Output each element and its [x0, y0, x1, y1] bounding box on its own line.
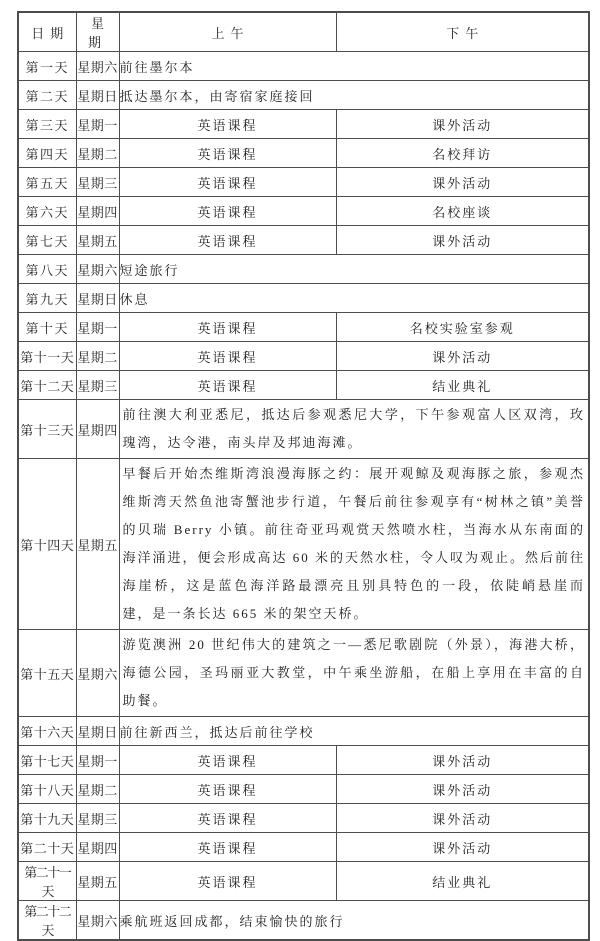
- cell-morning: 英语课程: [119, 168, 336, 197]
- cell-activity: 前往墨尔本: [119, 52, 589, 81]
- cell-weekday: 星期六: [76, 255, 119, 284]
- cell-weekday: 星期三: [76, 168, 119, 197]
- table-row: [18, 110, 589, 139]
- cell-weekday: 星期一: [76, 110, 119, 139]
- cell-afternoon: 课外活动: [336, 775, 589, 804]
- cell-weekday: 星期日: [76, 284, 119, 313]
- cell-afternoon: 课外活动: [336, 110, 589, 139]
- cell-weekday: 星期四: [76, 833, 119, 862]
- cell-morning: 英语课程: [119, 804, 336, 833]
- table-row: [18, 630, 589, 717]
- itinerary-table: [17, 11, 590, 941]
- table-row: [18, 746, 589, 775]
- table-row: [18, 313, 589, 342]
- cell-afternoon: 课外活动: [336, 342, 589, 371]
- cell-afternoon: 名校座谈: [336, 197, 589, 226]
- cell-weekday: 星期三: [76, 371, 119, 400]
- table-row: [18, 804, 589, 833]
- cell-date: 第二十二天: [18, 901, 76, 941]
- cell-weekday: 星期五: [76, 459, 119, 630]
- header-row: [18, 12, 589, 52]
- cell-date: 第五天: [18, 168, 76, 197]
- cell-date: 第四天: [18, 139, 76, 168]
- cell-activity: 乘航班返回成都，结束愉快的旅行: [119, 901, 589, 941]
- cell-weekday: 星期二: [76, 775, 119, 804]
- cell-date: 第十三天: [18, 400, 76, 459]
- table-row: [18, 833, 589, 862]
- table-row: [18, 284, 589, 313]
- table-row: [18, 775, 589, 804]
- table-row: [18, 371, 589, 400]
- header-morning: 上午: [119, 12, 336, 52]
- cell-weekday: 星期一: [76, 746, 119, 775]
- cell-activity: 休息: [119, 284, 589, 313]
- cell-morning: 英语课程: [119, 862, 336, 901]
- cell-weekday: 星期五: [76, 862, 119, 901]
- cell-weekday: 星期日: [76, 81, 119, 110]
- cell-weekday: 星期一: [76, 313, 119, 342]
- table-row: [18, 226, 589, 255]
- cell-afternoon: 课外活动: [336, 833, 589, 862]
- cell-date: 第十九天: [18, 804, 76, 833]
- table-row: [18, 139, 589, 168]
- cell-weekday: 星期日: [76, 717, 119, 746]
- cell-morning: 英语课程: [119, 226, 336, 255]
- header-date: 日期: [18, 12, 76, 52]
- cell-activity: 短途旅行: [119, 255, 589, 284]
- header-weekday: 星期: [76, 12, 119, 52]
- cell-morning: 英语课程: [119, 197, 336, 226]
- table-row: [18, 400, 589, 459]
- table-row: [18, 197, 589, 226]
- cell-afternoon: 结业典礼: [336, 371, 589, 400]
- cell-date: 第十五天: [18, 630, 76, 717]
- cell-weekday: 星期二: [76, 139, 119, 168]
- cell-date: 第六天: [18, 197, 76, 226]
- table-row: [18, 459, 589, 630]
- cell-date: 第十四天: [18, 459, 76, 630]
- cell-morning: 英语课程: [119, 833, 336, 862]
- cell-date: 第三天: [18, 110, 76, 139]
- cell-morning: 英语课程: [119, 342, 336, 371]
- cell-activity: 抵达墨尔本，由寄宿家庭接回: [119, 81, 589, 110]
- cell-activity: 游览澳洲 20 世纪伟大的建筑之一—悉尼歌剧院（外景），海港大桥，海德公园，圣玛丽亚大教堂，中午乘坐游船，在船上享用在丰富的自助餐。: [119, 630, 589, 717]
- cell-morning: 英语课程: [119, 775, 336, 804]
- cell-date: 第十八天: [18, 775, 76, 804]
- cell-weekday: 星期六: [76, 901, 119, 941]
- cell-date: 第十六天: [18, 717, 76, 746]
- cell-activity: 前往新西兰，抵达后前往学校: [119, 717, 589, 746]
- cell-afternoon: 结业典礼: [336, 862, 589, 901]
- cell-afternoon: 课外活动: [336, 804, 589, 833]
- cell-activity: 早餐后开始杰维斯湾浪漫海豚之约：展开观鲸及观海豚之旅，参观杰维斯湾天然鱼池寄蟹池步行道，午餐后前往参观享有“树林之镇”美誉的贝瑞 Berry 小镇。前往奇亚玛观赏天然喷水柱，当海水从东南面的海洋涌进，便会形成高达 60 米的天然水柱，令人叹为观止。然后前往海崖桥，这是蓝色海洋路最漂亮且别具特色的一段，依陡峭悬崖而建，是一条长达 665 米的架空天桥。: [119, 459, 589, 630]
- cell-date: 第十一天: [18, 342, 76, 371]
- cell-weekday: 星期六: [76, 630, 119, 717]
- cell-date: 第二十一天: [18, 862, 76, 901]
- cell-morning: 英语课程: [119, 110, 336, 139]
- cell-weekday: 星期三: [76, 804, 119, 833]
- cell-afternoon: 名校实验室参观: [336, 313, 589, 342]
- cell-date: 第八天: [18, 255, 76, 284]
- table-header: [18, 12, 589, 52]
- table-row: [18, 255, 589, 284]
- table-row: [18, 81, 589, 110]
- cell-weekday: 星期五: [76, 226, 119, 255]
- cell-afternoon: 课外活动: [336, 746, 589, 775]
- table-row: [18, 52, 589, 81]
- cell-date: 第二天: [18, 81, 76, 110]
- cell-afternoon: 名校拜访: [336, 139, 589, 168]
- cell-date: 第十二天: [18, 371, 76, 400]
- table-row: [18, 901, 589, 941]
- cell-afternoon: 课外活动: [336, 226, 589, 255]
- cell-morning: 英语课程: [119, 746, 336, 775]
- cell-morning: 英语课程: [119, 139, 336, 168]
- cell-date: 第九天: [18, 284, 76, 313]
- cell-date: 第七天: [18, 226, 76, 255]
- cell-date: 第十天: [18, 313, 76, 342]
- cell-date: 第十七天: [18, 746, 76, 775]
- table-row: [18, 717, 589, 746]
- cell-activity: 前往澳大利亚悉尼，抵达后参观悉尼大学，下午参观富人区双湾，玫瑰湾，达令港，南头岸及邦迪海滩。: [119, 400, 589, 459]
- table-row: [18, 168, 589, 197]
- table-row: [18, 342, 589, 371]
- cell-date: 第一天: [18, 52, 76, 81]
- cell-morning: 英语课程: [119, 313, 336, 342]
- cell-morning: 英语课程: [119, 371, 336, 400]
- cell-afternoon: 课外活动: [336, 168, 589, 197]
- header-afternoon: 下午: [336, 12, 589, 52]
- cell-date: 第二十天: [18, 833, 76, 862]
- cell-weekday: 星期二: [76, 342, 119, 371]
- cell-weekday: 星期四: [76, 197, 119, 226]
- table-body: [18, 52, 589, 941]
- cell-weekday: 星期四: [76, 400, 119, 459]
- cell-weekday: 星期六: [76, 52, 119, 81]
